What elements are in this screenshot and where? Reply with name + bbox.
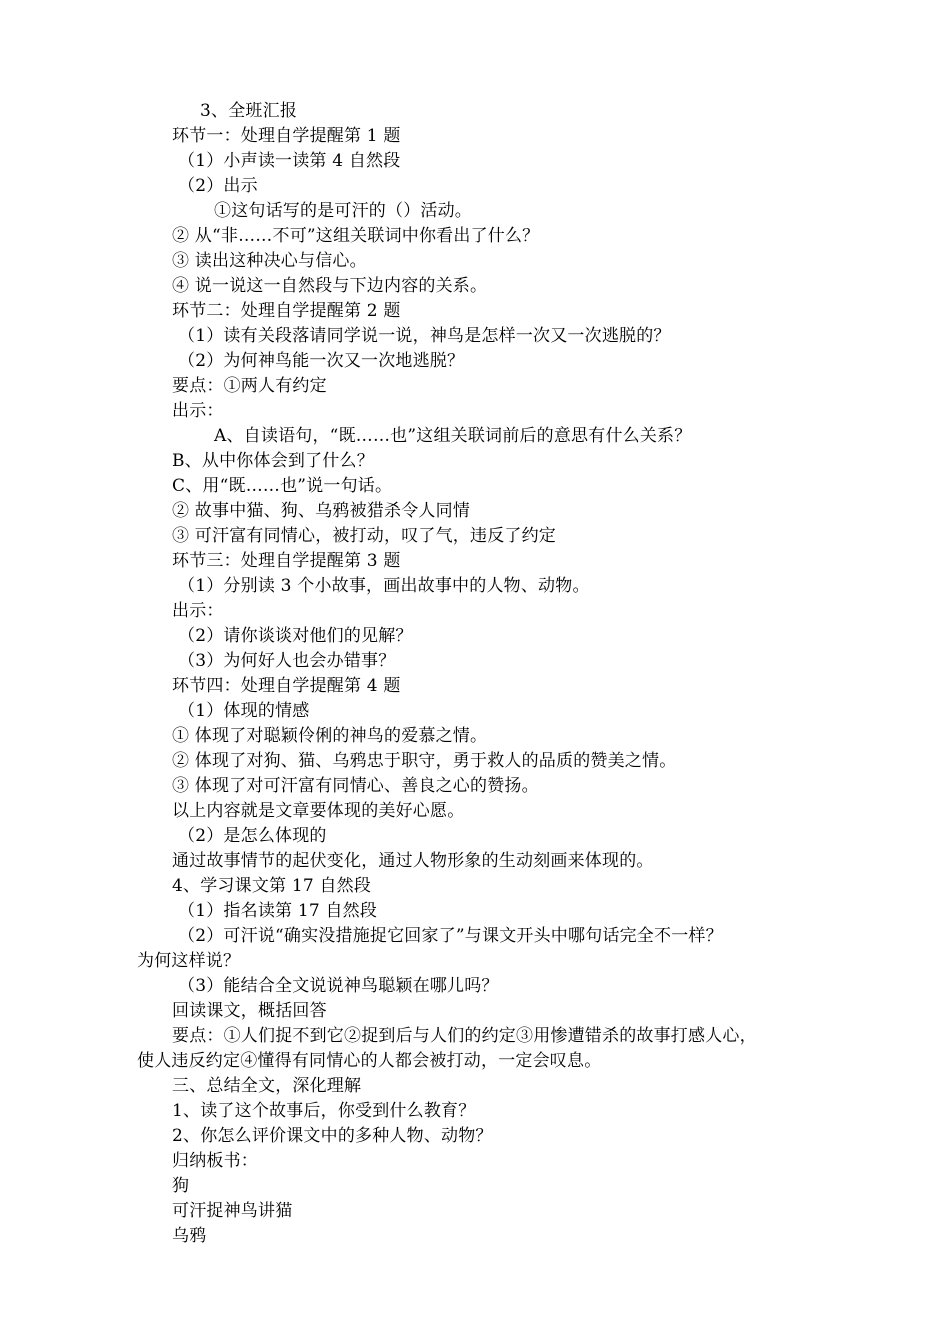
- text-line: B、从中你体会到了什么？: [172, 451, 374, 471]
- text-line: ④ 说一说这一自然段与下边内容的关系。: [172, 276, 488, 296]
- text-line: （2）是怎么体现的: [178, 826, 327, 846]
- text-line: ③ 体现了对可汗富有同情心、善良之心的赞扬。: [172, 776, 539, 796]
- text-line: ① 体现了对聪颖伶俐的神鸟的爱慕之情。: [172, 726, 488, 746]
- text-line: （1）体现的情感: [178, 701, 310, 721]
- text-line: A、自读语句，“既……也”这组关联词前后的意思有什么关系？: [214, 426, 692, 446]
- text-line: （1）指名读第 17 自然段: [178, 901, 378, 921]
- heading-class-report: 3、全班汇报: [200, 101, 298, 121]
- section-step-two: 环节二：处理自学提醒第 2 题: [172, 301, 401, 321]
- text-line: （1）小声读一读第 4 自然段: [178, 151, 401, 171]
- text-line: （1）分别读 3 个小故事，画出故事中的人物、动物。: [178, 576, 590, 596]
- blackboard-crow: 乌鸦: [172, 1226, 207, 1246]
- text-line: （3）为何好人也会办错事？: [178, 651, 396, 671]
- text-line: ② 从“非……不可”这组关联词中你看出了什么？: [172, 226, 540, 246]
- text-line: 通过故事情节的起伏变化，通过人物形象的生动刻画来体现的。: [172, 851, 654, 871]
- text-line: ③ 可汗富有同情心，被打动，叹了气，违反了约定: [172, 526, 557, 546]
- text-line: 要点：①人们捉不到它②捉到后与人们的约定③用惨遭错杀的故事打感人心，: [172, 1026, 757, 1046]
- blackboard-main: 可汗捉神鸟讲猫: [172, 1201, 293, 1221]
- text-line: （2）请你谈谈对他们的见解？: [178, 626, 413, 646]
- text-line: 回读课文，概括回答: [172, 1001, 327, 1021]
- text-line: 使人违反约定④懂得有同情心的人都会被打动，一定会叹息。: [137, 1051, 602, 1071]
- text-line: （2）可汗说“确实没措施捉它回家了”与课文开头中哪句话完全不一样？: [178, 926, 723, 946]
- text-line: 为何这样说？: [137, 951, 241, 971]
- text-line: （2）出示: [178, 176, 258, 196]
- text-line: 出示：: [172, 601, 224, 621]
- text-line: 2、你怎么评价课文中的多种人物、动物？: [172, 1126, 493, 1146]
- text-line: 要点：①两人有约定: [172, 376, 327, 396]
- heading-summary: 三、总结全文，深化理解: [172, 1076, 362, 1096]
- text-line: （1）读有关段落请同学说一说，神鸟是怎样一次又一次逃脱的？: [178, 326, 671, 346]
- section-step-one: 环节一：处理自学提醒第 1 题: [172, 126, 401, 146]
- text-line: ①这句话写的是可汗的（）活动。: [214, 201, 472, 221]
- blackboard-dog: 狗: [172, 1176, 190, 1196]
- blackboard-label: 归纳板书：: [172, 1151, 258, 1171]
- text-line: （3）能结合全文说说神鸟聪颖在哪儿吗？: [178, 976, 499, 996]
- text-line: （2）为何神鸟能一次又一次地逃脱？: [178, 351, 465, 371]
- section-step-three: 环节三：处理自学提醒第 3 题: [172, 551, 401, 571]
- section-step-four: 环节四：处理自学提醒第 4 题: [172, 676, 401, 696]
- text-line: ② 体现了对狗、猫、乌鸦忠于职守，勇于救人的品质的赞美之情。: [172, 751, 677, 771]
- text-line: 出示：: [172, 401, 224, 421]
- text-line: 以上内容就是文章要体现的美好心愿。: [172, 801, 465, 821]
- heading-paragraph-17: 4、学习课文第 17 自然段: [172, 876, 372, 896]
- text-line: ③ 读出这种决心与信心。: [172, 251, 367, 271]
- text-line: C、用“既……也”说一句话。: [172, 476, 393, 496]
- text-line: ② 故事中猫、狗、乌鸦被猎杀令人同情: [172, 501, 471, 521]
- text-line: 1、读了这个故事后，你受到什么教育？: [172, 1101, 476, 1121]
